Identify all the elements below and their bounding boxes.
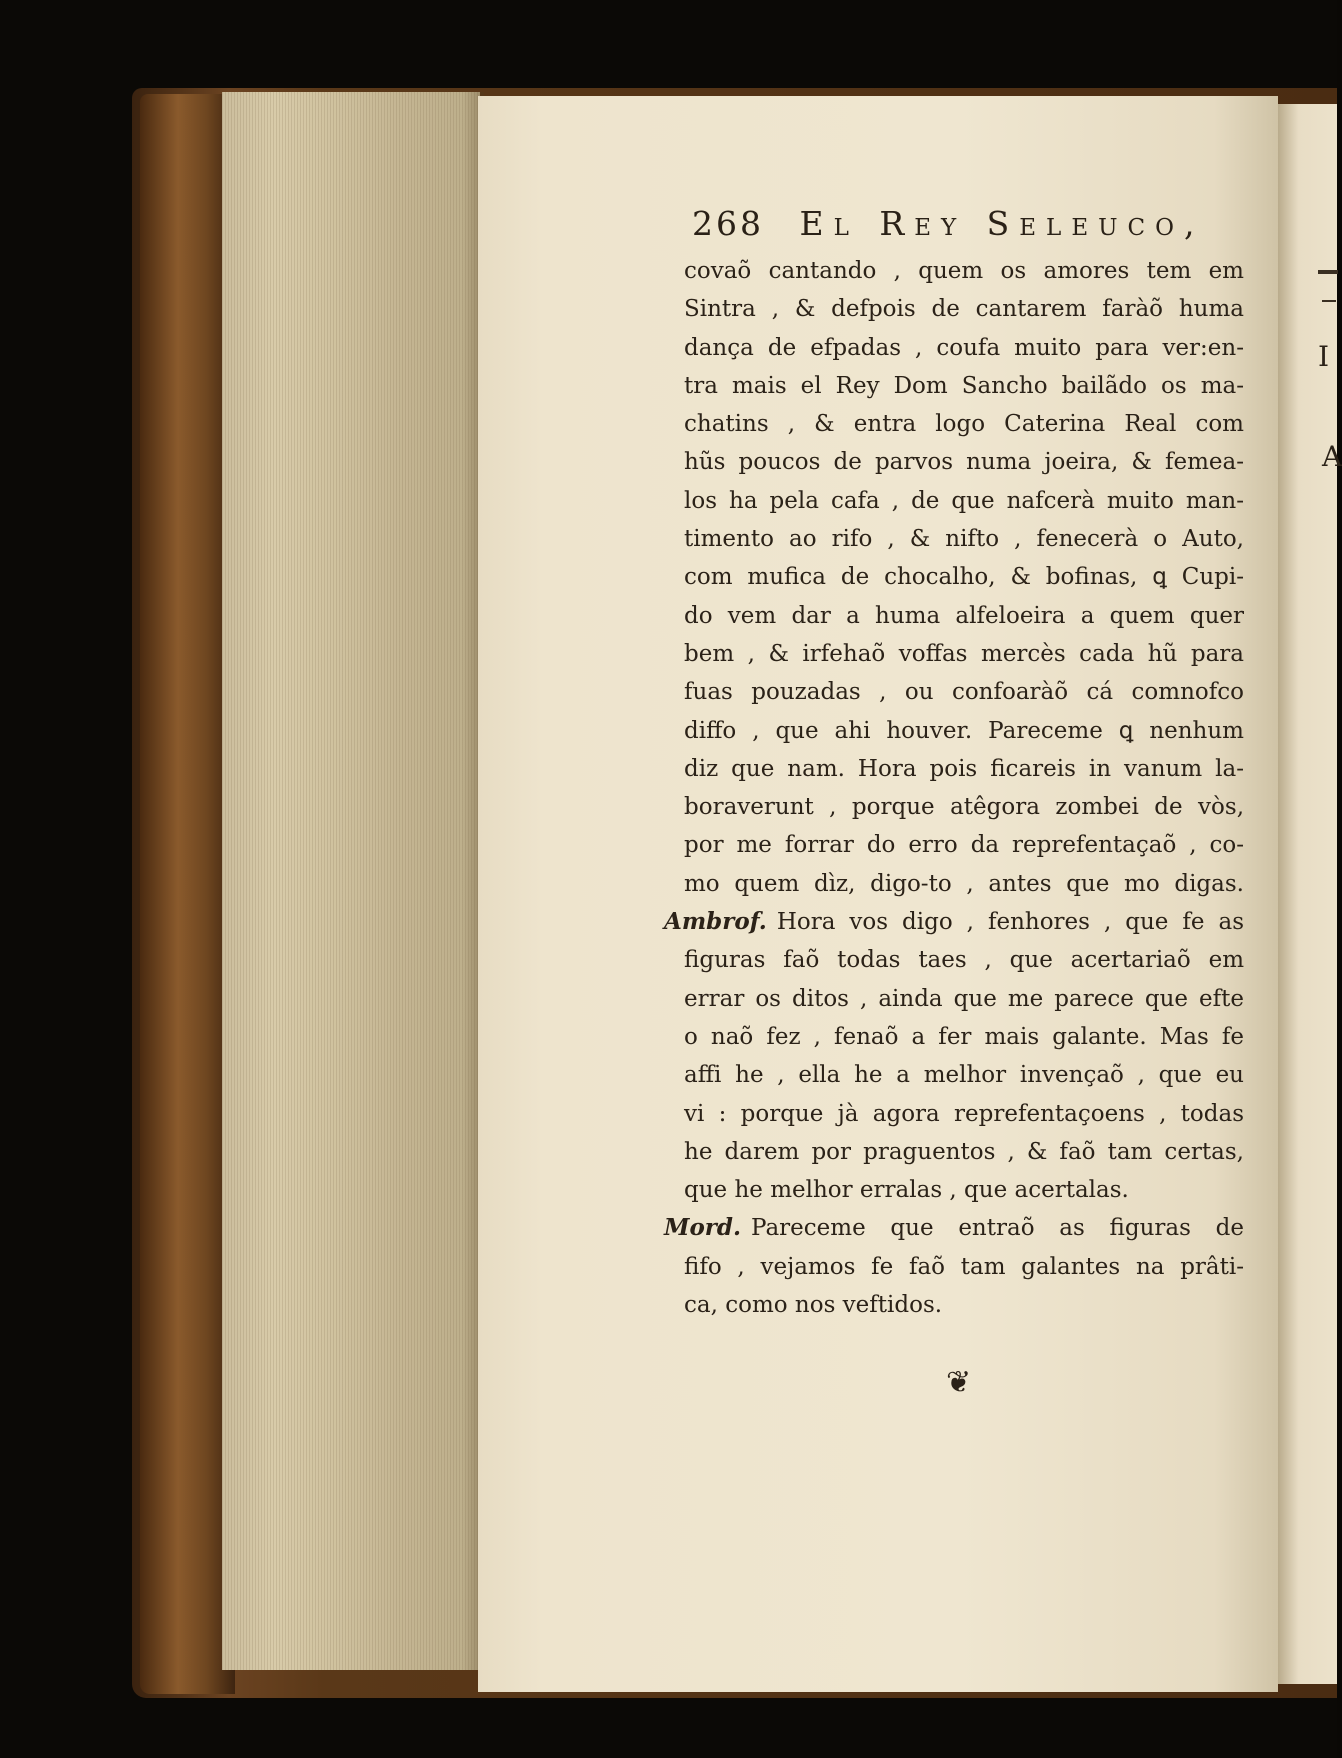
text-line: bem , & irfehaõ voffas mercès cada hũ para: [684, 640, 1244, 667]
text-line: vi : porque jà agora reprefentaçoens , todas: [684, 1100, 1244, 1127]
tailpiece-ornament: ❦: [946, 1365, 972, 1400]
text-line: affi he , ella he a melhor invençaõ , que eu: [684, 1062, 1244, 1089]
facing-rule-small: [1322, 300, 1336, 302]
text-line: fifo , vejamos fe faõ tam galantes na prâti-: [684, 1253, 1244, 1280]
text-line: Sintra , & defpois de cantarem faràõ huma: [684, 296, 1244, 323]
text-line: diffo , que ahi houver. Pareceme ꝗ nenhum: [684, 717, 1244, 744]
text-line: los ha pela cafa , de que nafcerà muito man-: [684, 487, 1244, 514]
text-line: timento ao rifo , & nifto , fenecerà o Auto,: [684, 526, 1244, 553]
facing-rule: [1318, 270, 1338, 274]
speech-first-line: [664, 1209, 1244, 1247]
text-line: que he melhor erralas , que acertalas.: [684, 1177, 1129, 1204]
text-line: boraverunt , porque atêgora zombei de vòs,: [684, 794, 1244, 821]
speaker-name: Mord.: [664, 1214, 742, 1242]
body-text: [664, 252, 1244, 1324]
text-line: covaõ cantando , quem os amores tem em: [684, 258, 1244, 284]
speech-text: Pareceme que entraõ as figuras de: [751, 1215, 1244, 1242]
running-title: El Rey Seleuco,: [799, 204, 1205, 243]
text-line: he darem por praguentos , & faõ tam certas,: [684, 1138, 1244, 1165]
text-line: mo quem dìz, digo-to , antes que mo digas.: [684, 870, 1244, 897]
facing-letter: I: [1318, 340, 1330, 373]
page-number: 268: [692, 204, 764, 243]
text-line: do vem dar a huma alfeloeira a quem quer: [684, 602, 1244, 629]
text-line: hũs poucos de parvos numa joeira, & femea-: [684, 449, 1244, 476]
text-line: tra mais el Rey Dom Sancho bailãdo os ma-: [684, 372, 1244, 399]
text-line: fuas pouzadas , ou confoaràõ cá comnofco: [684, 679, 1244, 706]
text-line: diz que nam. Hora pois ficareis in vanum la-: [684, 755, 1244, 782]
page-edges: [222, 92, 480, 1670]
text-line: o naõ fez , fenaõ a fer mais galante. Mas fe: [684, 1023, 1244, 1050]
speaker-name: Ambrof.: [664, 908, 767, 936]
text-line: ca, como nos veftidos.: [684, 1292, 943, 1319]
facing-letter: A: [1322, 440, 1342, 473]
text-line: figuras faõ todas taes , que acertariaõ em: [684, 947, 1244, 974]
text-line: chatins , & entra logo Caterina Real com: [684, 411, 1244, 438]
book-spine-edge: [140, 94, 235, 1694]
speech-first-line: [664, 903, 1244, 941]
running-head: [692, 204, 1204, 243]
text-line: com mufica de chocalho, & bofinas, ꝗ Cupi-: [684, 564, 1244, 591]
text-line: dança de efpadas , coufa muito para ver:en-: [684, 334, 1244, 361]
text-line: errar os ditos , ainda que me parece que efte: [684, 985, 1244, 1012]
speech-text: Hora vos digo , fenhores , que fe as: [776, 909, 1244, 936]
text-line: por me forrar do erro da reprefentaçaõ , co-: [684, 832, 1244, 859]
